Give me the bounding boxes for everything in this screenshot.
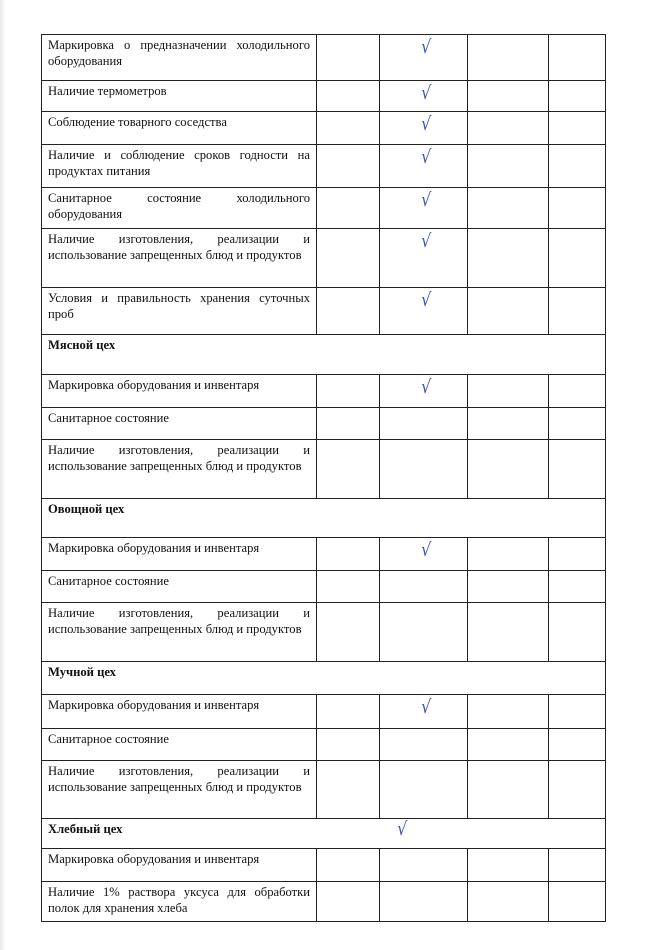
empty-cell bbox=[317, 761, 380, 819]
empty-cell bbox=[317, 408, 380, 440]
handwritten-check-mark-icon: √ bbox=[421, 112, 432, 136]
checklist-row bbox=[42, 145, 606, 188]
empty-cell bbox=[468, 882, 549, 922]
section-title: Овощной цех bbox=[42, 499, 606, 538]
criterion-text: Наличие изготовления, реализации и использование запрещенных блюд и продуктов bbox=[42, 440, 317, 499]
handwritten-check-mark-icon: √ bbox=[421, 375, 432, 399]
compliance-mark-cell bbox=[380, 695, 468, 729]
compliance-mark-cell bbox=[380, 145, 468, 188]
section-header-row bbox=[42, 499, 606, 538]
empty-cell bbox=[549, 761, 606, 819]
compliance-mark-cell bbox=[380, 35, 468, 81]
criterion-text: Маркировка оборудования и инвентаря bbox=[42, 849, 317, 882]
checklist-row bbox=[42, 695, 606, 729]
empty-cell bbox=[468, 849, 549, 882]
empty-cell bbox=[468, 188, 549, 229]
section-title: Мучной цех bbox=[42, 662, 606, 695]
empty-cell bbox=[317, 538, 380, 571]
checklist-row bbox=[42, 288, 606, 335]
handwritten-check-mark-icon: √ bbox=[421, 81, 432, 105]
empty-cell bbox=[317, 729, 380, 761]
empty-cell bbox=[549, 408, 606, 440]
empty-cell bbox=[549, 229, 606, 288]
handwritten-check-mark-icon: √ bbox=[421, 288, 432, 312]
empty-cell bbox=[549, 729, 606, 761]
compliance-mark-cell bbox=[380, 112, 468, 145]
empty-cell bbox=[317, 882, 380, 922]
empty-cell bbox=[468, 81, 549, 112]
empty-cell bbox=[549, 112, 606, 145]
handwritten-check-mark-icon: √ bbox=[421, 35, 432, 59]
criterion-text: Соблюдение товарного соседства bbox=[42, 112, 317, 145]
criterion-text: Санитарное состояние холодильного оборудования bbox=[42, 188, 317, 229]
empty-cell bbox=[549, 145, 606, 188]
compliance-mark-cell bbox=[380, 571, 468, 603]
criterion-text: Санитарное состояние bbox=[42, 729, 317, 761]
compliance-mark-cell bbox=[380, 408, 468, 440]
handwritten-check-mark-icon: √ bbox=[396, 817, 408, 841]
empty-cell bbox=[468, 538, 549, 571]
compliance-mark-cell bbox=[380, 729, 468, 761]
empty-cell bbox=[549, 882, 606, 922]
empty-cell bbox=[468, 603, 549, 662]
compliance-mark-cell bbox=[380, 229, 468, 288]
empty-cell bbox=[317, 695, 380, 729]
empty-cell bbox=[468, 229, 549, 288]
checklist-row bbox=[42, 375, 606, 408]
empty-cell bbox=[549, 440, 606, 499]
empty-cell bbox=[468, 35, 549, 81]
compliance-mark-cell bbox=[380, 882, 468, 922]
empty-cell bbox=[317, 440, 380, 499]
empty-cell bbox=[468, 695, 549, 729]
empty-cell bbox=[468, 440, 549, 499]
empty-cell bbox=[549, 571, 606, 603]
handwritten-check-mark-icon: √ bbox=[421, 145, 432, 169]
checklist-row bbox=[42, 571, 606, 603]
compliance-mark-cell bbox=[380, 440, 468, 499]
checklist-row bbox=[42, 849, 606, 882]
empty-cell bbox=[317, 112, 380, 145]
criterion-text: Наличие изготовления, реализации и использование запрещенных блюд и продуктов bbox=[42, 603, 317, 662]
section-header-row bbox=[42, 662, 606, 695]
empty-cell bbox=[549, 35, 606, 81]
empty-cell bbox=[317, 603, 380, 662]
empty-cell bbox=[317, 145, 380, 188]
handwritten-check-mark-icon: √ bbox=[421, 695, 432, 719]
compliance-mark-cell bbox=[380, 849, 468, 882]
empty-cell bbox=[468, 761, 549, 819]
checklist-row bbox=[42, 229, 606, 288]
empty-cell bbox=[317, 229, 380, 288]
compliance-mark-cell bbox=[380, 288, 468, 335]
empty-cell bbox=[317, 849, 380, 882]
empty-cell bbox=[468, 571, 549, 603]
checklist-row bbox=[42, 761, 606, 819]
criterion-text: Наличие 1% раствора уксуса для обработки полок для хранения хлеба bbox=[42, 882, 317, 922]
inspection-checklist-table bbox=[41, 34, 606, 922]
criterion-text: Наличие изготовления, реализации и использование запрещенных блюд и продуктов bbox=[42, 761, 317, 819]
criterion-text: Наличие и соблюдение сроков годности на продуктах питания bbox=[42, 145, 317, 188]
empty-cell bbox=[317, 81, 380, 112]
checklist-row bbox=[42, 188, 606, 229]
criterion-text: Маркировка оборудования и инвентаря bbox=[42, 375, 317, 408]
handwritten-check-mark-icon: √ bbox=[421, 188, 432, 212]
section-header-row bbox=[42, 335, 606, 375]
empty-cell bbox=[549, 603, 606, 662]
checklist-row bbox=[42, 538, 606, 571]
checklist-row bbox=[42, 882, 606, 922]
empty-cell bbox=[317, 375, 380, 408]
criterion-text: Санитарное состояние bbox=[42, 408, 317, 440]
handwritten-check-mark-icon: √ bbox=[421, 229, 432, 253]
checklist-row bbox=[42, 729, 606, 761]
empty-cell bbox=[549, 81, 606, 112]
empty-cell bbox=[317, 288, 380, 335]
empty-cell bbox=[468, 145, 549, 188]
compliance-mark-cell bbox=[380, 538, 468, 571]
criterion-text: Наличие термометров bbox=[42, 81, 317, 112]
empty-cell bbox=[468, 729, 549, 761]
checklist-row bbox=[42, 81, 606, 112]
compliance-mark-cell bbox=[380, 188, 468, 229]
empty-cell bbox=[549, 538, 606, 571]
empty-cell bbox=[549, 188, 606, 229]
criterion-text: Наличие изготовления, реализации и использование запрещенных блюд и продуктов bbox=[42, 229, 317, 288]
scan-page-edge bbox=[0, 0, 6, 950]
empty-cell bbox=[549, 375, 606, 408]
section-title: Хлебный цех bbox=[42, 819, 606, 849]
section-header-row bbox=[42, 819, 606, 849]
checklist-row bbox=[42, 112, 606, 145]
empty-cell bbox=[549, 288, 606, 335]
checklist-row bbox=[42, 35, 606, 81]
empty-cell bbox=[468, 112, 549, 145]
compliance-mark-cell bbox=[380, 761, 468, 819]
criterion-text: Маркировка оборудования и инвентаря bbox=[42, 538, 317, 571]
compliance-mark-cell bbox=[380, 603, 468, 662]
checklist-row bbox=[42, 603, 606, 662]
checklist-body bbox=[42, 35, 606, 922]
empty-cell bbox=[468, 375, 549, 408]
empty-cell bbox=[468, 288, 549, 335]
empty-cell bbox=[549, 849, 606, 882]
criterion-text: Маркировка оборудования и инвентаря bbox=[42, 695, 317, 729]
checklist-row bbox=[42, 440, 606, 499]
compliance-mark-cell bbox=[380, 375, 468, 408]
criterion-text: Маркировка о предназначении холодильного оборудования bbox=[42, 35, 317, 81]
criterion-text: Санитарное состояние bbox=[42, 571, 317, 603]
section-title: Мясной цех bbox=[42, 335, 606, 375]
handwritten-check-mark-icon: √ bbox=[421, 538, 432, 562]
empty-cell bbox=[317, 35, 380, 81]
empty-cell bbox=[317, 188, 380, 229]
empty-cell bbox=[549, 695, 606, 729]
compliance-mark-cell bbox=[380, 81, 468, 112]
empty-cell bbox=[468, 408, 549, 440]
checklist-row bbox=[42, 408, 606, 440]
criterion-text: Условия и правильность хранения суточных проб bbox=[42, 288, 317, 335]
empty-cell bbox=[317, 571, 380, 603]
